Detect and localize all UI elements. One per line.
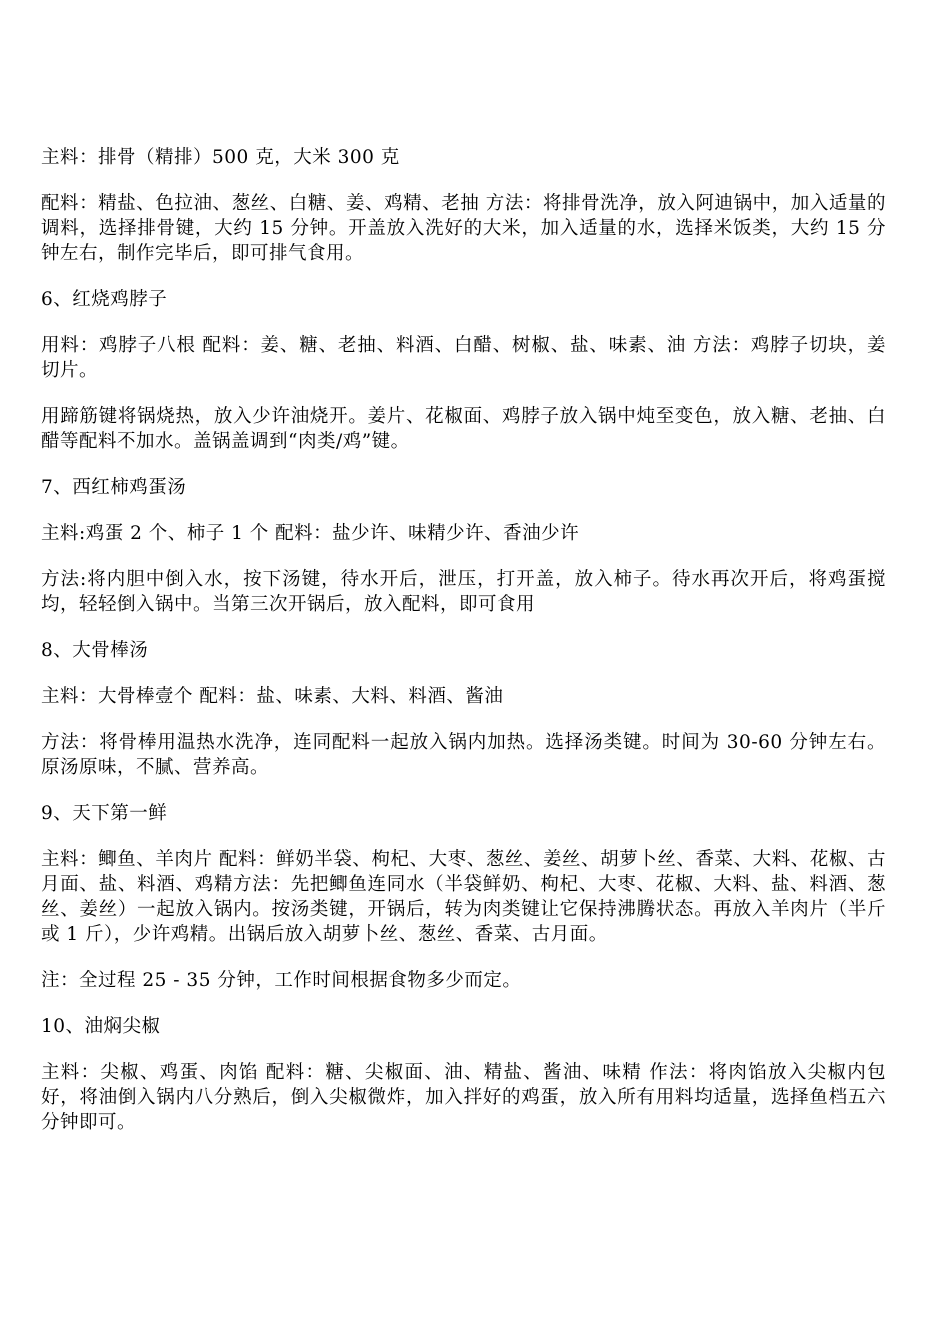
ingredients-paragraph: 主料：鲫鱼、羊肉片 配料：鲜奶半袋、枸杞、大枣、葱丝、姜丝、胡萝卜丝、香菜、大料、花椒、古月面、盐、料酒、鸡精方法：先把鲫鱼连同水（半袋鲜奶、枸杞、大枣、花椒、大料、盐、料酒、葱丝、姜丝）一起放入锅内。按汤类键，开锅后，转为肉类键让它保持沸腾状态。再放入羊肉片（半斤或 1 斤），少许鸡精。出锅后放入胡萝卜丝、葱丝、香菜、古月面。 xyxy=(41,849,886,945)
recipe-heading: 6、红烧鸡脖子 xyxy=(41,289,168,310)
ingredients-paragraph: 主料：排骨（精排）500 克，大米 300 克 xyxy=(41,147,400,168)
ingredients-paragraph: 主料：尖椒、鸡蛋、肉馅 配料：糖、尖椒面、油、精盐、酱油、味精 作法：将肉馅放入尖椒内包好，将油倒入锅内八分熟后，倒入尖椒微炸，加入拌好的鸡蛋，放入所有用料均适量，选择鱼档五六分钟即可。 xyxy=(41,1062,886,1133)
ingredients-paragraph: 主料：大骨棒壹个 配料：盐、味素、大料、料酒、酱油 xyxy=(41,686,504,707)
method-paragraph: 配料：精盐、色拉油、葱丝、白糖、姜、鸡精、老抽 方法：将排骨洗净，放入阿迪锅中，加入适量的调料，选择排骨键，大约 15 分钟。开盖放入洗好的大米，加入适量的水，选择米饭类，大约 15 分钟左右，制作完毕后，即可排气食用。 xyxy=(41,193,886,264)
recipe-heading: 8、大骨棒汤 xyxy=(41,640,149,661)
document-page xyxy=(41,145,886,1156)
ingredients-paragraph: 主料:鸡蛋 2 个、柿子 1 个 配料：盐少许、味精少许、香油少许 xyxy=(41,523,580,544)
method-paragraph: 用蹄筋键将锅烧热，放入少许油烧开。姜片、花椒面、鸡脖子放入锅中炖至变色，放入糖、老抽、白醋等配料不加水。盖锅盖调到“肉类/鸡”键。 xyxy=(41,406,886,452)
note-paragraph: 注：全过程 25 - 35 分钟，工作时间根据食物多少而定。 xyxy=(41,970,522,991)
method-paragraph: 方法：将骨棒用温热水洗净，连同配料一起放入锅内加热。选择汤类键。时间为 30-60 分钟左右。原汤原味，不腻、营养高。 xyxy=(41,732,886,778)
recipe-heading: 10、油焖尖椒 xyxy=(41,1016,161,1037)
method-paragraph: 方法:将内胆中倒入水，按下汤键，待水开后，泄压，打开盖，放入柿子。待水再次开后，将鸡蛋搅均，轻轻倒入锅中。当第三次开锅后，放入配料，即可食用 xyxy=(41,569,886,615)
recipe-heading: 9、天下第一鲜 xyxy=(41,803,168,824)
ingredients-paragraph: 用料：鸡脖子八根 配料：姜、糖、老抽、料酒、白醋、树椒、盐、味素、油 方法：鸡脖子切块，姜切片。 xyxy=(41,335,886,381)
recipe-heading: 7、西红柿鸡蛋汤 xyxy=(41,477,187,498)
